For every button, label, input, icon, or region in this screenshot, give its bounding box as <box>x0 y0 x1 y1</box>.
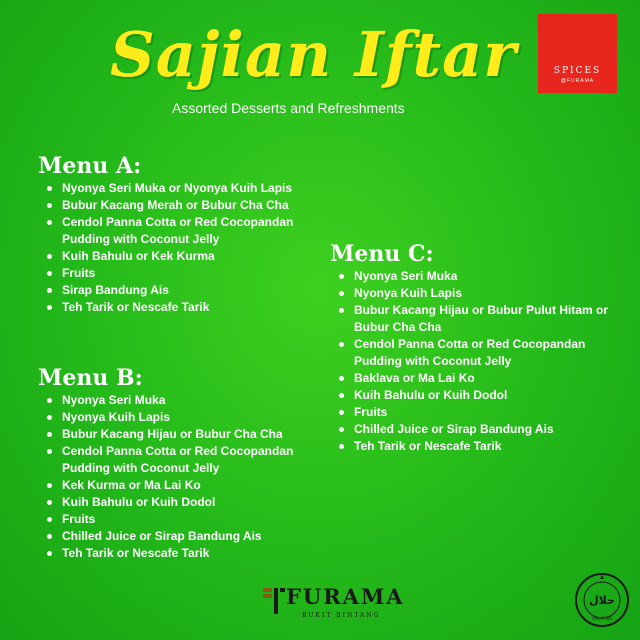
spices-logo <box>538 14 617 93</box>
menu-item <box>38 545 308 562</box>
menu-item-label: Fruits <box>62 266 96 280</box>
furama-location: BUKIT BINTANG <box>302 612 381 619</box>
menu-item <box>38 265 308 282</box>
halal-seal-sub: MALAYSIA <box>592 616 612 621</box>
menu-item-label: Nyonya Kuih Lapis <box>62 410 171 424</box>
menu-item-label: Cendol Panna Cotta or Red Cocopandan Pudding with Coconut Jelly <box>62 215 294 246</box>
bullet-icon <box>339 427 344 432</box>
menu-list <box>38 392 308 562</box>
menu-item <box>330 336 620 370</box>
menu-item-label: Nyonya Seri Muka <box>62 393 166 407</box>
bullet-icon <box>47 432 52 437</box>
menu-item <box>330 421 620 438</box>
bullet-icon <box>47 398 52 403</box>
furama-logo <box>262 584 405 624</box>
menu-item <box>38 197 308 214</box>
menu-item-label: Nyonya Seri Muka <box>354 269 458 283</box>
menu-item <box>330 370 620 387</box>
menu-item <box>330 438 620 455</box>
menu-heading: Menu C: <box>330 241 434 267</box>
menu-item-label: Nyonya Seri Muka or Nyonya Kuih Lapis <box>62 181 293 195</box>
bullet-icon <box>47 271 52 276</box>
bullet-icon <box>339 393 344 398</box>
menu-item-label: Chilled Juice or Sirap Bandung Ais <box>62 529 262 543</box>
menu-item-label: Kuih Bahulu or Kek Kurma <box>62 249 215 263</box>
menu-item-label: Fruits <box>62 512 96 526</box>
bullet-icon <box>47 551 52 556</box>
bullet-icon <box>339 376 344 381</box>
halal-seal-text: حلال <box>589 594 615 607</box>
spices-logo-sub: @FURAMA <box>560 78 595 84</box>
menu-item <box>38 248 308 265</box>
menu-item <box>38 299 308 316</box>
menu-item <box>330 268 620 285</box>
page-subtitle: Assorted Desserts and Refreshments <box>172 100 405 116</box>
menu-item-label: Baklava or Ma Lai Ko <box>354 371 475 385</box>
bullet-icon <box>339 342 344 347</box>
halal-seal-icon <box>574 572 630 628</box>
menu-item <box>38 426 308 443</box>
menu-item <box>38 477 308 494</box>
menu-item-label: Cendol Panna Cotta or Red Cocopandan Pudding with Coconut Jelly <box>354 337 586 368</box>
bullet-icon <box>47 449 52 454</box>
menu-item <box>330 387 620 404</box>
page-title: Sajian Iftar <box>110 18 517 91</box>
menu-item-label: Teh Tarik or Nescafe Tarik <box>354 439 502 453</box>
menu-list <box>330 268 620 455</box>
bullet-icon <box>339 444 344 449</box>
bullet-icon <box>47 288 52 293</box>
menu-item-label: Sirap Bandung Ais <box>62 283 169 297</box>
bullet-icon <box>47 483 52 488</box>
menu-heading: Menu A: <box>38 153 142 179</box>
menu-item <box>38 494 308 511</box>
bullet-icon <box>47 203 52 208</box>
menu-item-label: Bubur Kacang Hijau or Bubur Cha Cha <box>62 427 283 441</box>
spices-logo-name: SPICES <box>553 66 602 76</box>
menu-c <box>330 242 620 455</box>
menu-item <box>330 285 620 302</box>
menu-item-label: Bubur Kacang Merah or Bubur Cha Cha <box>62 198 289 212</box>
bullet-icon <box>339 410 344 415</box>
menu-item-label: Nyonya Kuih Lapis <box>354 286 463 300</box>
bullet-icon <box>339 308 344 313</box>
furama-mark-icon <box>262 586 286 616</box>
bullet-icon <box>47 254 52 259</box>
menu-item-label: Cendol Panna Cotta or Red Cocopandan Pudding with Coconut Jelly <box>62 444 294 475</box>
menu-list <box>38 180 308 316</box>
menu-item <box>38 392 308 409</box>
menu-item-label: Bubur Kacang Hijau or Bubur Pulut Hitam or Bubur Cha Cha <box>354 303 609 334</box>
menu-item <box>38 180 308 197</box>
bullet-icon <box>47 534 52 539</box>
menu-item-label: Kuih Bahulu or Kuih Dodol <box>354 388 508 402</box>
bullet-icon <box>47 186 52 191</box>
menu-item <box>330 404 620 421</box>
menu-item-label: Kuih Bahulu or Kuih Dodol <box>62 495 216 509</box>
menu-b <box>38 366 308 562</box>
bullet-icon <box>339 291 344 296</box>
menu-item-label: Kek Kurma or Ma Lai Ko <box>62 478 201 492</box>
furama-wordmark: FURAMA <box>286 584 405 609</box>
bullet-icon <box>47 415 52 420</box>
menu-item <box>38 409 308 426</box>
menu-item-label: Fruits <box>354 405 388 419</box>
menu-heading: Menu B: <box>38 365 143 391</box>
bullet-icon <box>47 220 52 225</box>
bullet-icon <box>47 517 52 522</box>
menu-item <box>38 528 308 545</box>
menu-item <box>38 511 308 528</box>
menu-item-label: Teh Tarik or Nescafe Tarik <box>62 546 210 560</box>
menu-item <box>38 443 308 477</box>
menu-item <box>38 214 308 248</box>
bullet-icon <box>339 274 344 279</box>
menu-item <box>38 282 308 299</box>
menu-a <box>38 154 308 316</box>
menu-item-label: Teh Tarik or Nescafe Tarik <box>62 300 210 314</box>
bullet-icon <box>47 305 52 310</box>
menu-item-label: Chilled Juice or Sirap Bandung Ais <box>354 422 554 436</box>
menu-item <box>330 302 620 336</box>
bullet-icon <box>47 500 52 505</box>
